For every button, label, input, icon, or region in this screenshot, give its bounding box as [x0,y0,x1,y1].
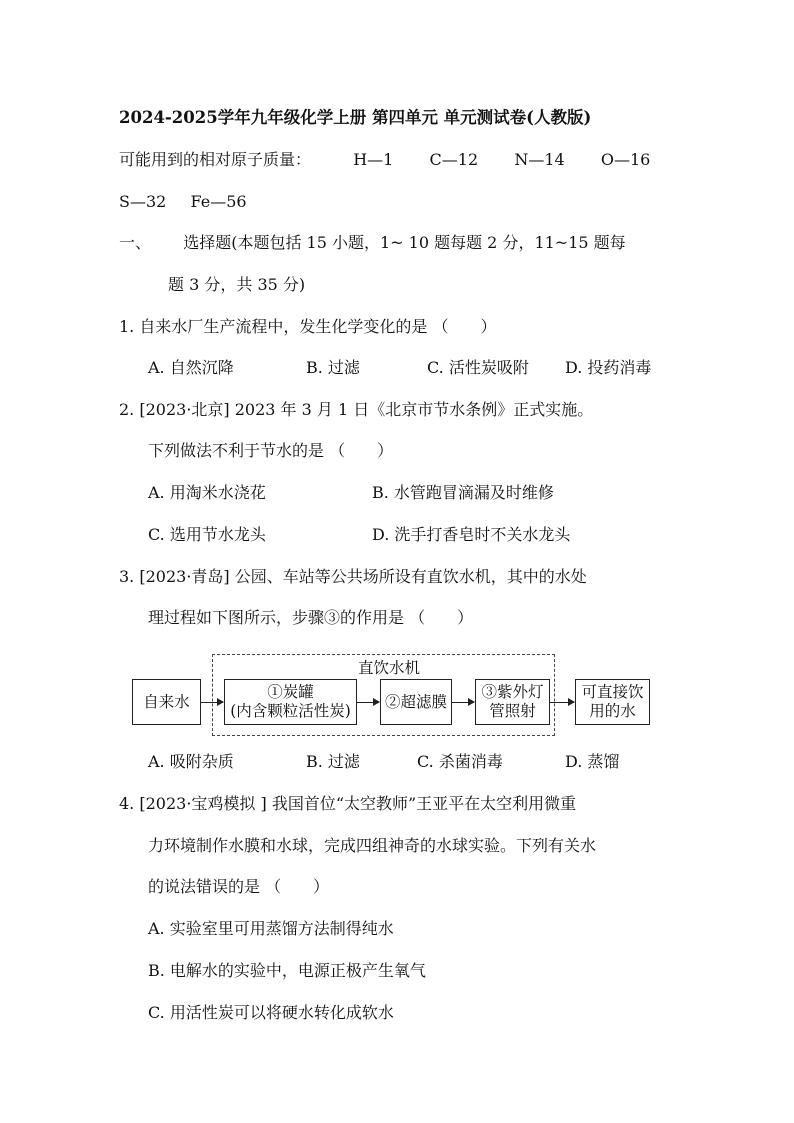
arrow-1 [201,702,223,703]
section-heading-line1: 选择题(本题包括 15 小题，1~ 10 题每题 2 分，11~15 题每 [183,233,626,252]
machine-label: 直饮水机 [358,659,421,677]
q3-option-c: C. 杀菌消毒 [417,752,503,771]
section-heading-line2: 题 3 分，共 35 分) [168,275,306,294]
mass-c: C—12 [429,150,479,169]
question-4-stem-2: 力环境制作水膜和水球，完成四组神奇的水球实验。下列有关水 [148,836,597,855]
mass-h: H—1 [353,150,394,169]
q2-option-c: C. 选用节水龙头 [148,525,266,544]
question-4-stem: 4. [2023·宝鸡模拟 ] 我国首位“太空教师”王亚平在太空利用微重 [119,794,577,813]
water-treatment-diagram [128,650,668,742]
mass-n: N—14 [514,150,565,169]
box-drinking-water-line2: 用的水 [589,702,636,720]
question-4-stem-3: 的说法错误的是 （ ） [148,877,330,896]
q1-option-a: A. 自然沉降 [148,358,234,377]
box-carbon-tank-line1: ①炭罐 [267,683,314,701]
arrow-4 [550,702,574,703]
atomic-mass-label: 可能用到的相对原子质量： [119,150,312,169]
mass-s: S—32 [119,192,167,211]
q3-option-a: A. 吸附杂质 [148,752,234,771]
arrow-3 [452,702,474,703]
q1-option-d: D. 投药消毒 [565,358,652,377]
atomic-mass-line-2 [119,192,247,212]
section-number: 一、 [119,233,152,252]
q3-option-d: D. 蒸馏 [565,752,620,771]
box-uv-lamp-line1: ③紫外灯 [481,683,544,701]
box-tap-water-text: 自来水 [143,692,190,711]
atomic-mass-line [119,150,650,170]
section-heading [119,233,626,253]
q3-option-b: B. 过滤 [306,752,360,771]
exam-title: 2024-2025学年九年级化学上册 第四单元 单元测试卷(人教版) [119,108,592,127]
q2-option-b: B. 水管跑冒滴漏及时维修 [372,483,554,502]
box-ultrafilter [380,679,452,725]
q4-option-b: B. 电解水的实验中，电源正极产生氧气 [148,961,426,980]
box-uv-lamp-line2: 管照射 [489,702,536,720]
box-drinking-water-line1: 可直接饮 [581,683,644,701]
box-ultrafilter-text: ②超滤膜 [384,692,447,711]
question-1-stem: 1. 自来水厂生产流程中，发生化学变化的是 （ ） [119,317,497,336]
q1-option-b: B. 过滤 [306,358,360,377]
q4-option-a: A. 实验室里可用蒸馏方法制得纯水 [148,919,394,938]
mass-fe: Fe—56 [190,192,247,211]
box-carbon-tank-line2: (内含颗粒活性炭) [230,702,351,720]
question-2-stem: 2. [2023·北京] 2023 年 3 月 1 日《北京市节水条例》正式实施。 [119,400,594,419]
box-tap-water [132,679,201,725]
q4-option-c: C. 用活性炭可以将硬水转化成软水 [148,1003,394,1022]
q2-option-d: D. 洗手打香皂时不关水龙头 [372,525,571,544]
q2-option-a: A. 用淘米水浇花 [148,483,266,502]
box-uv-lamp [475,679,550,725]
arrow-2 [357,702,379,703]
box-carbon-tank [224,679,357,725]
question-3-stem-2: 理过程如下图所示，步骤③的作用是 （ ） [148,608,474,627]
q1-option-c: C. 活性炭吸附 [427,358,529,377]
mass-o: O—16 [600,150,651,169]
question-3-stem: 3. [2023·青岛] 公园、车站等公共场所设有直饮水机，其中的水处 [119,567,587,586]
box-drinking-water [575,679,650,725]
question-2-stem-2: 下列做法不利于节水的是 （ ） [148,441,394,460]
